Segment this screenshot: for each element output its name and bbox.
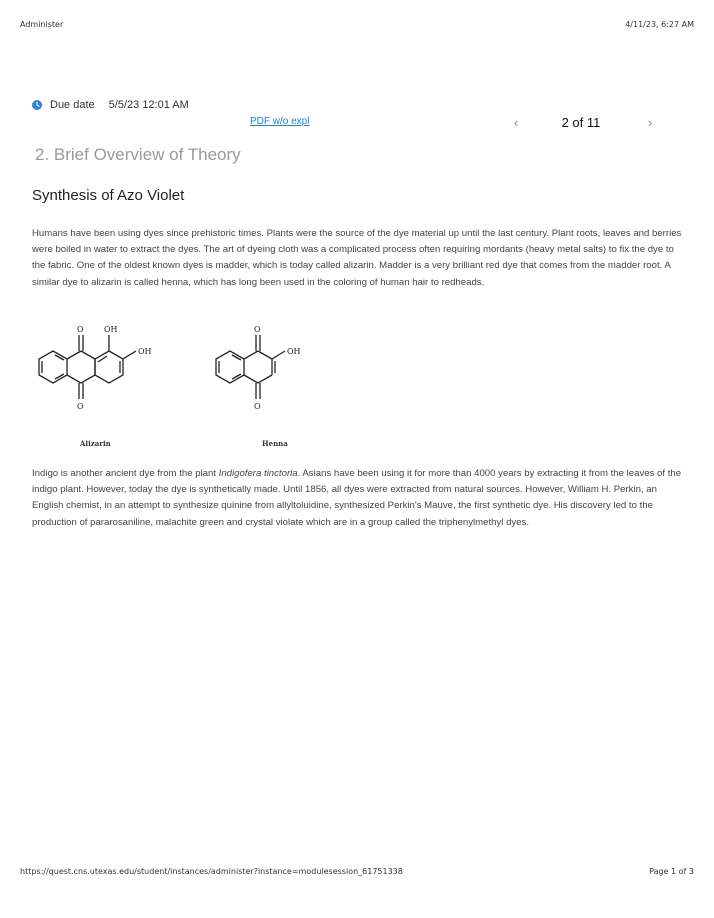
print-header (20, 20, 694, 29)
print-header-title: Administer (20, 20, 64, 29)
print-header-timestamp: 4/11/23, 6:27 AM (625, 20, 694, 29)
page-count: 2 of 11 (561, 115, 601, 130)
chemical-structures-image (32, 320, 332, 452)
alizarin-hydroxyl-1: OH (104, 325, 118, 334)
due-date-value: 5/5/23 12:01 AM (108, 99, 189, 111)
print-footer (20, 867, 694, 876)
alizarin-hydroxyl-2: OH (138, 347, 152, 356)
chevron-right-icon[interactable]: › (647, 114, 653, 130)
intro-paragraph: Humans have been using dyes since prehistoric times. Plants were the source of the dye material up until the last century. Plant roots, leaves and berries were boiled in water to extract the dyes. The art of dyeing cloth was a complicated process often requiring mordants (heavy metal salts) to fix the dye to the fabric. One of the oldest known dyes is madder, which is today called alizarin. Madder is a very brilliant red dye that comes from the madder root. A similar dye to alizarin is called henna, which has long been used in the coloring of human hair to redheads. (32, 228, 682, 288)
structures-figure (32, 320, 332, 452)
due-date-row (32, 99, 189, 111)
henna-oxygen-bottom: O (254, 402, 261, 411)
section-title: 2. Brief Overview of Theory (35, 145, 241, 164)
question-pager (508, 113, 658, 133)
print-footer-page: Page 1 of 3 (649, 867, 694, 876)
indigo-species-name: Indigofera tinctoria (218, 468, 298, 479)
henna-caption: Henna (262, 439, 288, 448)
alizarin-oxygen-bottom: O (77, 402, 84, 411)
clock-icon (32, 100, 42, 110)
pdf-without-explanation-link[interactable]: PDF w/o expl (250, 116, 310, 127)
alizarin-oxygen-top: O (77, 325, 84, 334)
due-date-label: Due date (50, 99, 95, 111)
print-footer-url: https://quest.cns.utexas.edu/student/instances/administer?instance=modulesession_61751338 (20, 867, 403, 876)
indigo-paragraph-start: Indigo is another ancient dye from the plant (32, 468, 219, 479)
alizarin-structure (39, 335, 136, 399)
henna-hydroxyl: OH (287, 347, 301, 356)
indigo-paragraph-rest: . Asians have been using it for more than 4000 years by extracting it from the leaves of the indigo plant. However, today the dye is synthetically made. Until 1856, all dyes were extracted from natural sources. However, William H. Perkin, an English chemist, in an attempt to synthesize quinine from allyltoluidine, synthesized Perkin's Mauve, the first synthetic dye. His discovery led to the production of pararosaniline, malachite green and crystal violate which are in a group called the triphenylmethyl dyes. (32, 468, 682, 528)
henna-structure (216, 335, 285, 399)
henna-oxygen-top: O (254, 325, 261, 334)
chevron-left-icon[interactable]: ‹ (513, 114, 519, 130)
document-title: Synthesis of Azo Violet (32, 187, 185, 204)
indigo-paragraph (32, 466, 684, 531)
alizarin-caption: Alizarin (80, 439, 111, 448)
